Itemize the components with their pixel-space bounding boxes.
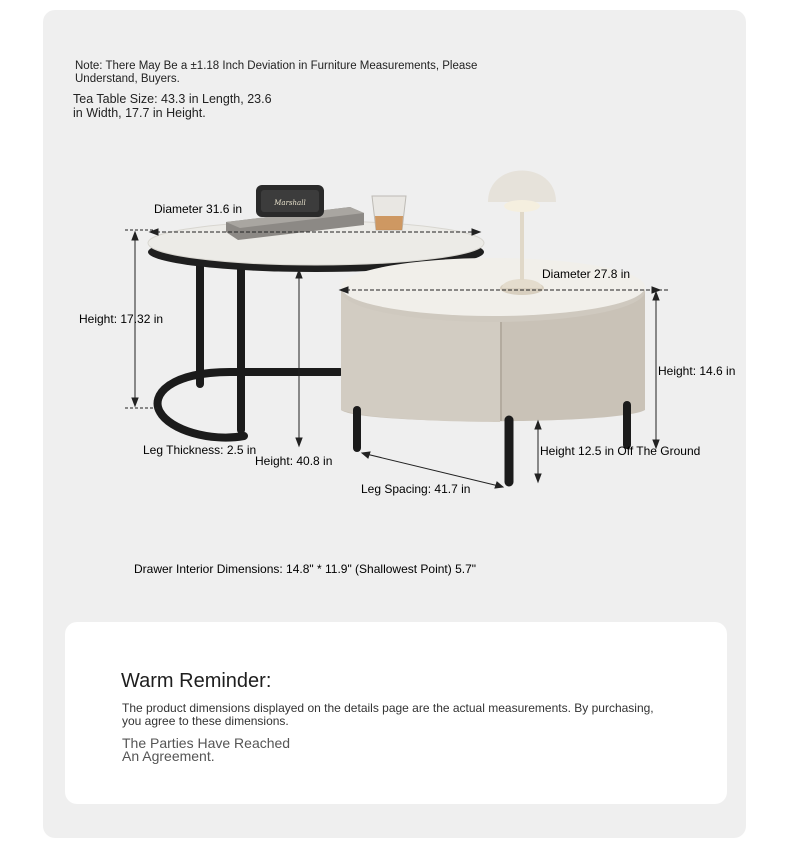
size-line-2: in Width, 17.7 in Height.: [73, 106, 206, 120]
reminder-body: [122, 702, 654, 728]
note-line-1: Note: There May Be a ±1.18 Inch Deviation in Furniture Measurements, Please: [75, 60, 478, 72]
height-large-label: Height: 17.32 in: [79, 312, 164, 326]
glass: [372, 196, 406, 230]
reminder-title: Warm Reminder:: [121, 670, 272, 692]
diameter-large-label: Diameter 31.6 in: [154, 202, 243, 216]
speaker-logo: Marshall: [274, 199, 306, 207]
leg-thickness-label: Leg Thickness: 2.5 in: [143, 443, 257, 457]
reminder-agreement: [122, 737, 290, 763]
reminder-body-line-2: you agree to these dimensions.: [122, 714, 289, 728]
reminder-agreement-line-2: An Agreement.: [122, 748, 215, 764]
large-table-legs: [158, 262, 340, 438]
size-line-1: Tea Table Size: 43.3 in Length, 23.6: [73, 92, 272, 106]
height-small-label: Height: 14.6 in: [658, 364, 736, 378]
diameter-small-label: Diameter 27.8 in: [542, 267, 631, 281]
drawer-dimensions-label: Drawer Interior Dimensions: 14.8" * 11.9" (Shallowest Point) 5.7": [134, 562, 477, 576]
note-line-2: Understand, Buyers.: [75, 73, 180, 85]
ground-height-label: Height 12.5 in Off The Ground: [540, 444, 701, 458]
reminder-agreement-line-1: The Parties Have Reached: [122, 735, 291, 751]
height-inner-label: Height: 40.8 in: [255, 454, 333, 468]
reminder-body-line-1: The product dimensions displayed on the details page are the actual measurements. By purchasing,: [122, 701, 654, 715]
leg-spacing-label: Leg Spacing: 41.7 in: [361, 482, 471, 496]
